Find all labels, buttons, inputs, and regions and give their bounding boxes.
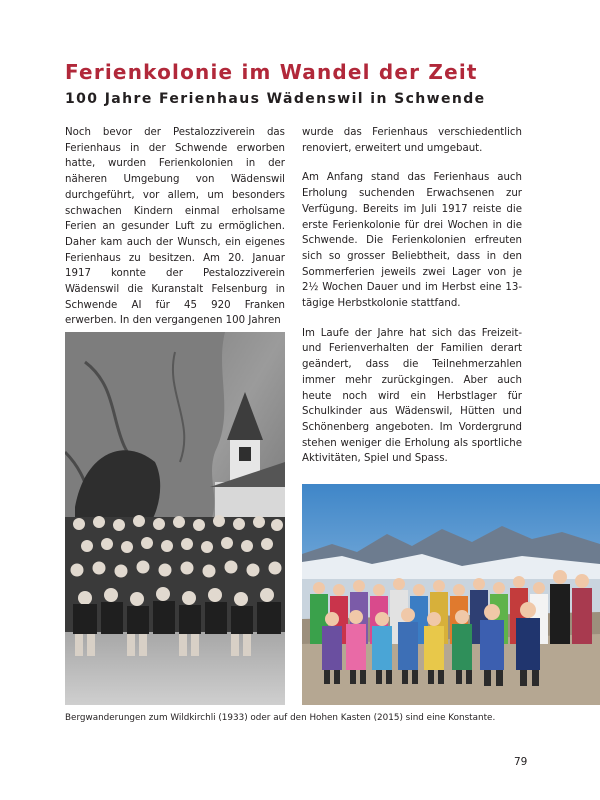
modern-group-photo	[302, 484, 600, 705]
left-text-column	[65, 125, 285, 343]
paragraph: Im Laufe der Jahre hat sich das Freizeit- und Ferienverhalten der Familien derart geändert, dass die Teilnehmerzahlen immer mehr zurückgingen. Aber auch heute noch wird ein Herbstlager für Schulkinder aus Wädenswil, Hütten und Schönenberg angeboten. Im Vordergrund stehen weniger die Erholung als sportliche Aktivitäten, Spiel und Spass.	[302, 327, 522, 465]
figure-caption: Bergwanderungen zum Wildkirchli (1933) oder auf den Hohen Kasten (2015) sind eine Konstante.	[65, 713, 496, 723]
page-number: 79	[514, 756, 528, 768]
article-title: Ferienkolonie im Wandel der Zeit	[65, 60, 478, 84]
paragraph: wurde das Ferienhaus verschiedentlich renoviert, erweitert und umgebaut.	[302, 127, 522, 154]
historic-group-photo	[65, 332, 285, 705]
article-subtitle: 100 Jahre Ferienhaus Wädenswil in Schwende	[65, 91, 486, 107]
right-text-column	[302, 125, 522, 481]
paragraph: Noch bevor der Pestalozziverein das Ferienhaus in der Schwende erworben hatte, wurden Ferienkolonien in der näheren Umgebung von Wädenswil durchgeführt, vor allem, um besonders schwachen Kindern einmal erholsame Ferien an gesunder Luft zu ermöglichen. Daher kam auch der Wunsch, ein eigenes Ferienhaus zu besitzen. Am 20. Januar 1917 konnte der Pestalozziverein Wädenswil die Kuranstalt Felsenburg in Schwende AI für 45 920 Franken erwerben. In den vergangenen 100 Jahren	[65, 127, 285, 327]
paragraph: Am Anfang stand das Ferienhaus auch Erholung suchenden Erwachsenen zur Verfügung. Bereits im Juli 1917 reiste die erste Ferienkolonie für drei Wochen in die Schwende. Die Ferienkolonien erfreuten sich so grosser Beliebtheit, dass in den Sommerferien jeweils zwei Lager von je 2½ Wochen Dauer und im Herbst eine 13-tägige Herbstkolonie stattfand.	[302, 172, 522, 310]
